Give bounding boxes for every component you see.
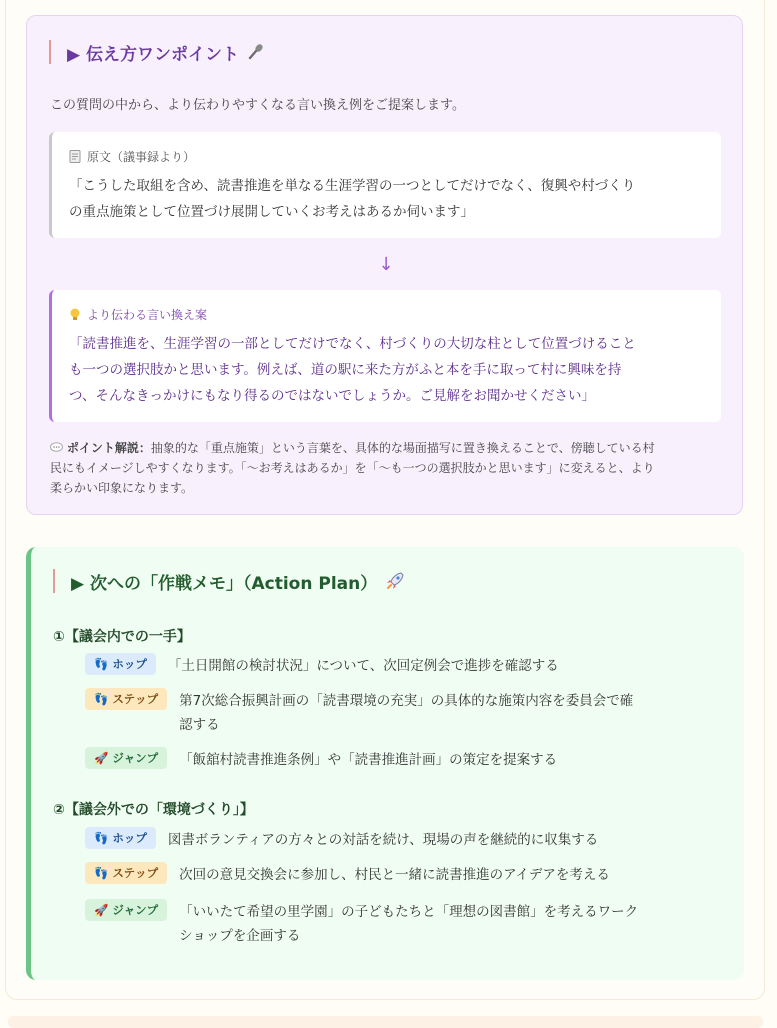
rocket-icon	[385, 571, 405, 591]
action-item-text: ショップを企画する	[179, 928, 301, 944]
point-explanation	[50, 438, 716, 498]
action-item	[85, 900, 725, 948]
step-badge	[85, 862, 167, 884]
alternative-quote-line: も一つの選択肢かと思います。例えば、道の駅に来た方がふと本を手に取って村に興味を持	[69, 362, 622, 378]
footprint-icon: 👣	[94, 657, 109, 671]
group-title-outside-council: ②【議会外での「環境づくり」】	[53, 802, 254, 818]
footprint-icon: 👣	[94, 692, 109, 706]
action-item-text: 図書ボランティアの方々との対話を続け、現場の声を継続的に収集する	[167, 832, 599, 848]
rocket-icon: 🚀	[94, 751, 109, 765]
action-item-text: 認する	[179, 717, 220, 733]
original-quote-text	[69, 173, 721, 225]
hop-badge	[85, 827, 156, 849]
next-section-edge	[8, 1016, 763, 1028]
microphone-icon	[247, 43, 265, 61]
action-item-text: 「いいたて希望の里学園」の子どもたちと「理想の図書館」を考えるワーク	[179, 904, 639, 920]
step-badge-label: ステップ	[112, 692, 159, 706]
alternative-quote-text	[69, 331, 721, 409]
action-item	[85, 863, 725, 887]
action-item	[85, 654, 725, 678]
hop-badge-label: ホップ	[112, 657, 147, 671]
action-item	[85, 689, 725, 737]
intro-text: この質問の中から、より伝わりやすくなる言い換え例をご提案します。	[50, 98, 465, 113]
original-quote-box	[49, 132, 721, 238]
down-arrow-icon: ↓	[378, 254, 394, 275]
hop-badge	[85, 653, 156, 675]
original-quote-label: 原文（議事録より）	[87, 150, 196, 164]
point-line: 民にもイメージしやすくなります。「〜お考えはあるか」を「〜も一つの選択肢かと思います」に変えると、より	[50, 461, 655, 475]
communication-tip-title-text: ▶ 伝え方ワンポイント	[67, 44, 239, 65]
footprint-icon: 👣	[94, 866, 109, 880]
action-item	[85, 828, 725, 852]
point-line: 抽象的な「重点施策」という言葉を、具体的な場面描写に置き換えることで、傍聴している村	[150, 441, 655, 455]
point-line: 柔らかい印象になります。	[50, 481, 194, 495]
action-plan-title	[53, 569, 405, 593]
alternative-quote-line: つ、そんなきっかけにもなり得るのではないでしょうか。ご見解をお聞かせください」	[69, 388, 595, 404]
action-item	[85, 748, 725, 772]
group-title-inside-council: ①【議会内での一手】	[53, 629, 191, 645]
original-quote-line: 「こうした取組を含め、読書推進を単なる生涯学習の一つとしてだけでなく、復興や村づくり	[69, 178, 636, 194]
communication-tip-title	[49, 40, 265, 64]
jump-badge	[85, 747, 167, 769]
hop-badge-label: ホップ	[112, 831, 147, 845]
alternative-quote-label: より伝わる言い換え案	[87, 308, 208, 322]
speech-bubble-icon	[50, 442, 63, 453]
communication-tip-card	[26, 15, 743, 515]
document-icon	[69, 150, 81, 163]
jump-badge-label: ジャンプ	[112, 751, 159, 765]
action-item-text: 第7次総合振興計画の「読書環境の充実」の具体的な施策内容を委員会で確	[179, 693, 634, 709]
rocket-icon: 🚀	[94, 903, 109, 917]
action-plan-title-text: ▶ 次への「作戦メモ」（Action Plan）	[71, 573, 378, 594]
alternative-quote-line: 「読書推進を、生涯学習の一部としてだけでなく、村づくりの大切な柱として位置づけること	[69, 336, 636, 352]
step-badge	[85, 688, 167, 710]
lightbulb-icon	[69, 308, 81, 322]
action-item-text: 「土日開館の検討状況」について、次回定例会で進捗を確認する	[167, 658, 559, 674]
step-badge-label: ステップ	[112, 866, 159, 880]
original-quote-line: の重点施策として位置づけ展開していくお考えはあるか伺います」	[69, 204, 474, 220]
action-plan-card	[26, 547, 744, 980]
action-item-text: 次回の意見交換会に参加し、村民と一緒に読書推進のアイデアを考える	[179, 867, 610, 883]
point-heading: ポイント解説：	[66, 441, 151, 455]
action-item-text: 「飯舘村読書推進条例」や「読書推進計画」の策定を提案する	[179, 752, 558, 768]
jump-badge	[85, 899, 167, 921]
alternative-quote-box	[49, 290, 721, 422]
footprint-icon: 👣	[94, 831, 109, 845]
jump-badge-label: ジャンプ	[112, 903, 159, 917]
